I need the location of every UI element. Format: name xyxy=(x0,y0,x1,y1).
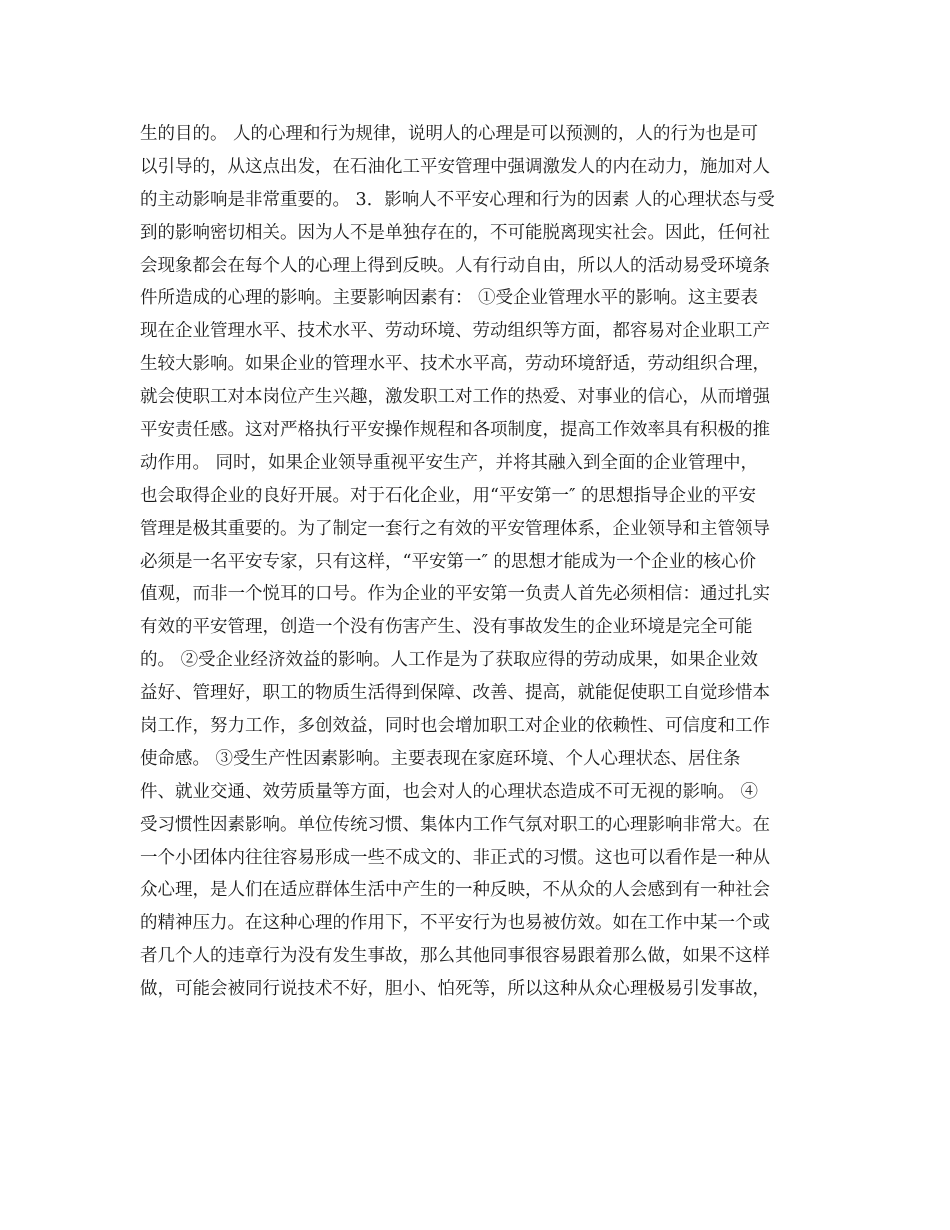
text-line: 有效的平安管理，创造一个没有伤害产生、没有事故发生的企业环境是完全可能 xyxy=(140,617,753,638)
text-line: 益好、管理好，职工的物质生活得到保障、改善、提高，就能促使职工自觉珍惜本 xyxy=(140,683,770,704)
text-line: 的主动影响是非常重要的。 3．影响人不平安心理和行为的因素 人的心理状态与受 xyxy=(140,189,775,210)
text-line: 就会使职工对本岗位产生兴趣，激发职工对工作的热爱、对事业的信心，从而增强 xyxy=(140,387,770,408)
text-line: 的。 ②受企业经济效益的影响。人工作是为了获取应得的劳动成果，如果企业效 xyxy=(140,650,759,671)
text-line: 受习惯性因素影响。单位传统习惯、集体内工作气氛对职工的心理影响非常大。在 xyxy=(140,814,770,835)
text-line: 也会取得企业的良好开展。对于石化企业，用“平安第一″ 的思想指导企业的平安 xyxy=(140,485,757,506)
text-line: 管理是极其重要的。为了制定一套行之有效的平安管理体系，企业领导和主管领导 xyxy=(140,518,770,539)
text-line: 的精神压力。在这种心理的作用下，不平安行为也易被仿效。如在工作中某一个或 xyxy=(140,913,770,934)
text-line: 生较大影响。如果企业的管理水平、技术水平高，劳动环境舒适，劳动组织合理， xyxy=(140,354,770,375)
text-line: 现在企业管理水平、技术水平、劳动环境、劳动组织等方面，都容易对企业职工产 xyxy=(140,321,770,342)
text-line: 必须是一名平安专家，只有这样，“平安第一″ 的思想才能成为一个企业的核心价 xyxy=(140,551,757,572)
text-line: 众心理，是人们在适应群体生活中产生的一种反映，不从众的人会感到有一种社会 xyxy=(140,880,770,901)
body-text xyxy=(140,118,820,1006)
text-line: 做，可能会被同行说技术不好，胆小、怕死等，所以这种从众心理极易引发事故， xyxy=(140,979,770,1000)
text-line: 件所造成的心理的影响。主要影响因素有： ①受企业管理水平的影响。这主要表 xyxy=(140,288,759,309)
text-line: 使命感。 ③受生产性因素影响。主要表现在家庭环境、个人心理状态、居住条 xyxy=(140,748,741,769)
text-line: 平安责任感。这对严格执行平安操作规程和各项制度，提高工作效率具有积极的推 xyxy=(140,420,770,441)
text-line: 以引导的，从这点出发，在石油化工平安管理中强调激发人的内在动力，施加对人 xyxy=(140,156,770,177)
text-line: 件、就业交通、效劳质量等方面，也会对人的心理状态造成不可无视的影响。 ④ xyxy=(140,781,759,802)
text-line: 值观，而非一个悦耳的口号。作为企业的平安第一负责人首先必须相信：通过扎实 xyxy=(140,584,770,605)
text-line: 生的目的。 人的心理和行为规律，说明人的心理是可以预测的，人的行为也是可 xyxy=(140,124,759,144)
text-line: 岗工作，努力工作，多创效益，同时也会增加职工对企业的依赖性、可信度和工作 xyxy=(140,716,770,737)
text-line: 者几个人的违章行为没有发生事故，那么其他同事很容易跟着那么做，如果不这样 xyxy=(140,946,770,967)
text-line: 动作用。 同时，如果企业领导重视平安生产，并将其融入到全面的企业管理中， xyxy=(140,452,759,473)
text-line: 会现象都会在每个人的心理上得到反映。人有行动自由，所以人的活动易受环境条 xyxy=(140,255,770,276)
text-line: 到的影响密切相关。因为人不是单独存在的，不可能脱离现实社会。因此，任何社 xyxy=(140,222,770,243)
text-line: 一个小团体内往往容易形成一些不成文的、非正式的习惯。这也可以看作是一种从 xyxy=(140,847,770,868)
